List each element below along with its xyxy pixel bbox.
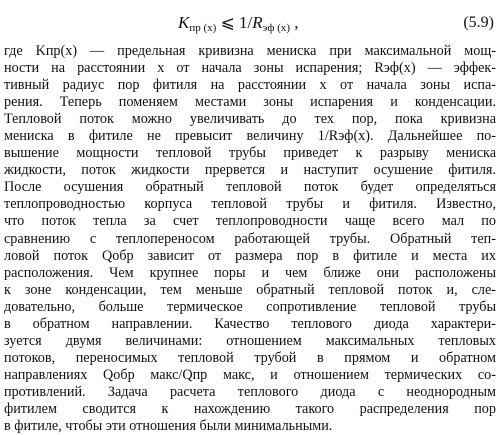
text-line: что поток тепла за счет теплопроводности чаще всего мал по — [4, 213, 496, 230]
text-line: теплопроводностью корпуса тепловой трубы и фитиля. Известно, — [4, 196, 496, 213]
text-line: довательно, больше термическое сопротивление тепловой трубы — [4, 298, 496, 315]
text-line: мениска в фитиле не превысит величину 1/Rэф(x). Дальнейшее по- — [4, 128, 496, 145]
equation-number: (5.9) — [463, 14, 494, 31]
text-line: сравнению с теплопереносом работающей трубы. Обратный теп- — [4, 230, 496, 247]
formula-tail: , — [290, 13, 299, 32]
text-line: тивный радиус пор фитиля на расстоянии x от начала зоны испа- — [4, 77, 496, 94]
equation-block — [0, 10, 500, 36]
text-line: расположения. Чем крупнее поры и чем ближе они расположены — [4, 264, 496, 281]
text-line: в фитиле, чтобы эти отношения были минимальными. — [4, 418, 333, 435]
formula-rhs-variable: R — [252, 13, 263, 32]
text-line: жидкости, поток жидкости прервется и наступит осушение фитиля. — [4, 162, 496, 179]
body-paragraph — [4, 43, 496, 435]
equation-formula — [178, 10, 299, 41]
text-line: противлений. Задача расчета теплового диода с неоднородным — [4, 383, 496, 400]
text-line: к зоне конденсации, тем меньше обратный тепловой поток и, сле- — [4, 281, 496, 298]
formula-relation: ⩽ 1/ — [216, 13, 253, 32]
text-line: Тепловой поток можно увеличивать до тех пор, пока кривизна — [4, 111, 496, 128]
text-line: После осушения обратный тепловой поток будет определяться — [4, 179, 496, 196]
formula-rhs-subscript: эф (x) — [262, 22, 291, 34]
text-line: вышение мощности тепловой трубы приведет к разрыву мениска — [4, 145, 496, 162]
text-line: ности на расстоянии x от начала зоны испарения; Rэф(x) — эффек- — [4, 60, 496, 77]
text-line: в обратном направлении. Качество теплового диода характери- — [4, 315, 496, 332]
formula-lhs-variable: K — [178, 13, 190, 32]
text-line: рения. Теперь поменяем местами зоны испарения и конденсации. — [4, 94, 496, 111]
text-line: фитилем сводится к нахождению такого распределения пор — [4, 400, 496, 417]
text-line: потоков, переносимых тепловой трубой в прямом и обратном — [4, 349, 496, 366]
text-line: зуется двумя величинами: отношением максимальных тепловых — [4, 332, 496, 349]
text-line: ловой поток Qобр зависит от размера пор в фитиле и места их — [4, 247, 496, 264]
formula-lhs-subscript: пр (x) — [189, 22, 217, 34]
text-line: где Kпр(x) — предельная кривизна мениска при максимальной мощ- — [4, 43, 496, 59]
text-line: направлениях Qобр макс/Qпр макс, и отношением термических со- — [4, 366, 496, 383]
